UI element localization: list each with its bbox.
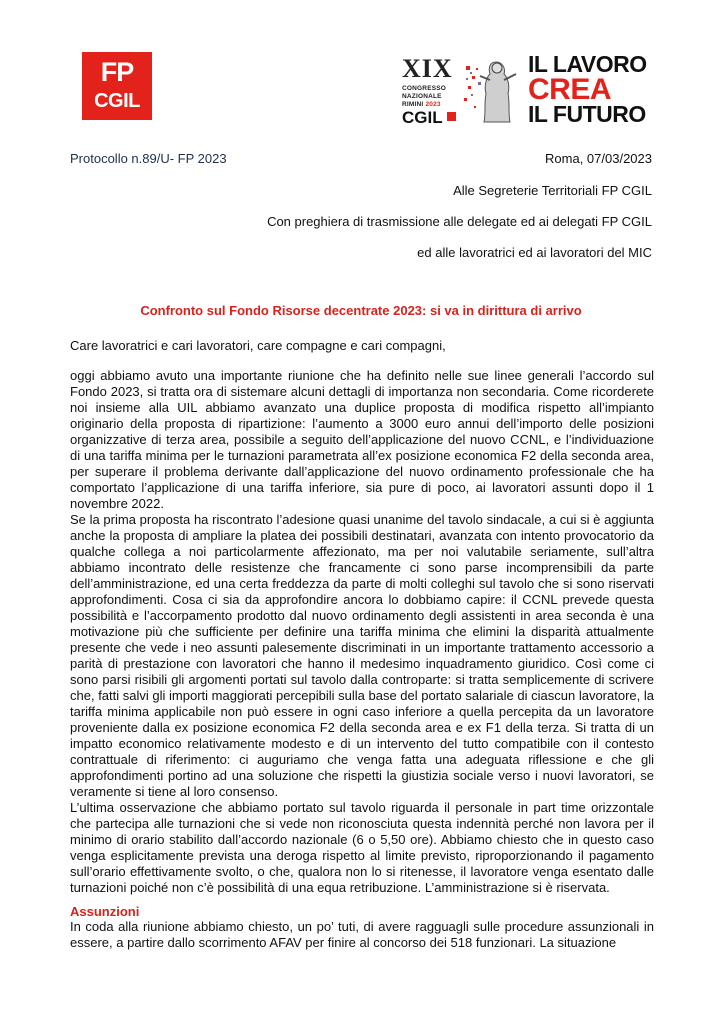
congress-line-3 <box>402 101 441 108</box>
body-paragraph: Se la prima proposta ha riscontrato l’adesione quasi unanime del tavolo sindacale, a cui si è aggiunta anche la proposta di ampliare la platea dei possibili destinatari, avanzata con intento provocatorio da qualche collega a noi particolarmente affezionato, ma per noi valutabile seriamente, sull’altra abbiamo incontrato delle resistenze che francamente ci sono parse incomprensibili da parte dell’amministrazione, ed una certa freddezza da parte di molti colleghi sul tavolo che si sono riservati approfondimenti. Cosa ci sia da approfondire ancora lo dobbiamo capire: il CCNL prevede questa possibilità e l’accorpamento prodotto dal nuovo ordinamento degli assistenti in area seconda è una motivazione più che sufficiente per definire una tariffa minima che elimini la disparità attualmente presente che vede i neo assunti palesemente discriminati in un importante trattamento accessorio a parità di prestazione con lavoratori che hanno il medesimo inquadramento giuridico. Così come ci sono parsi risibili gli argomenti portati sul tavolo dalla controparte: si tratta semplicemente di scrivere che, fatti salvi gli importi maggiorati percepibili sulla base del portato salariale di ciascun lavoratore, la tariffa minima applicabile non può essere in ogni caso inferiore a quella percepita da un lavoratore proveniente dalla ex posizione economica F2 della seconda area e ex F1 della terza. Si tratta di un impatto economico relativamente modesto e di un intervento del tutto compatibile con il contesto contrattuale di riferimento: ci auguriamo che venga fatta una adeguata riflessione e che gli approfondimenti portino ad una soluzione che rispetti la giustizia sociale verso i nuovi lavoratori, se veramente si tiene al loro consenso. <box>70 512 654 799</box>
section-body <box>70 919 654 951</box>
congress-roman-numeral: XIX <box>402 54 453 83</box>
recipient-line: Con preghiera di trasmissione alle delegate ed ai delegati FP CGIL <box>267 214 652 229</box>
greeting: Care lavoratrici e cari lavoratori, care compagne e cari compagni, <box>70 338 446 353</box>
congress-logo <box>400 52 650 132</box>
congress-cgil-text: CGIL <box>402 108 443 127</box>
fp-cgil-logo <box>82 52 152 120</box>
letter-date: Roma, 07/03/2023 <box>545 151 652 166</box>
recipient-line: Alle Segreterie Territoriali FP CGIL <box>453 183 652 198</box>
slogan-line-1: IL LAVORO <box>528 51 647 77</box>
congress-figure-art <box>462 56 522 126</box>
section-heading: Assunzioni <box>70 904 140 919</box>
congress-year: 2023 <box>425 101 441 108</box>
letter-body <box>70 368 654 896</box>
congress-city: RIMINI <box>402 101 424 108</box>
slogan-line-2: CREA <box>528 72 612 106</box>
protocol-number: Protocollo n.89/U- FP 2023 <box>70 151 227 166</box>
slogan-line-3: IL FUTURO <box>528 101 646 128</box>
body-paragraph: In coda alla riunione abbiamo chiesto, un po’ tuti, di avere ragguagli sulle procedure assunzionali in essere, a partire dallo scorrimento AFAV per finire al concorso dei 518 funzionari. La situazione <box>70 919 654 950</box>
body-paragraph: oggi abbiamo avuto una importante riunione che ha definito nelle sue linee generali l’accordo sul Fondo 2023, si tratta ora di sistemare alcuni dettagli di importanza non secondaria. Come ricorderete noi insieme alla UIL abbiamo avanzato una duplice proposta di modifica rispetto all’impianto originario della proposta di ripartizione: l’aumento a 3000 euro annui dell’importo delle posizioni organizzative di terza area, possibile a seguito dell’applicazione del nuovo CCNL, e l’individuazione di una tariffa minima per le turnazioni parametrata all’ex posizione economica F2 della seconda area, per superare il problema derivante dall’applicazione del nuovo ordinamento professionale che ha comportato l’applicazione di una tariffa inferiore, sia pure di poco, ai lavoratori assunti dopo il 1 novembre 2022. <box>70 368 654 511</box>
logo-fp-text: FP <box>100 57 134 87</box>
congress-line-2: NAZIONALE <box>402 93 442 100</box>
congress-line-1: CONGRESSO <box>402 85 447 92</box>
logo-cgil-text: CGIL <box>94 90 140 112</box>
congress-red-square <box>447 112 456 121</box>
body-paragraph: L’ultima osservazione che abbiamo portato sul tavolo riguarda il personale in part time orizzontale che partecipa alle turnazioni che si vede non riconosciuta questa indennità perché non lavora per il minimo di orario stabilito dall’accordo nazionale (6 o 5,50 ore). Abbiamo chiesto che in questo caso venga esplicitamente prevista una deroga rispetto al limite previsto, riproporzionando il pagamento sull’orario effettivamente svolto, o che, qualora non lo si ritenesse, il lavoratore venga esentato dalle turnazioni poiché non c’è possibilità di una equa retribuzione. L’amministrazione si è riservata. <box>70 800 654 895</box>
letter-title: Confronto sul Fondo Risorse decentrate 2023: si va in dirittura di arrivo <box>140 303 582 318</box>
recipient-line: ed alle lavoratrici ed ai lavoratori del MIC <box>417 245 652 260</box>
congress-slogan <box>528 51 647 128</box>
